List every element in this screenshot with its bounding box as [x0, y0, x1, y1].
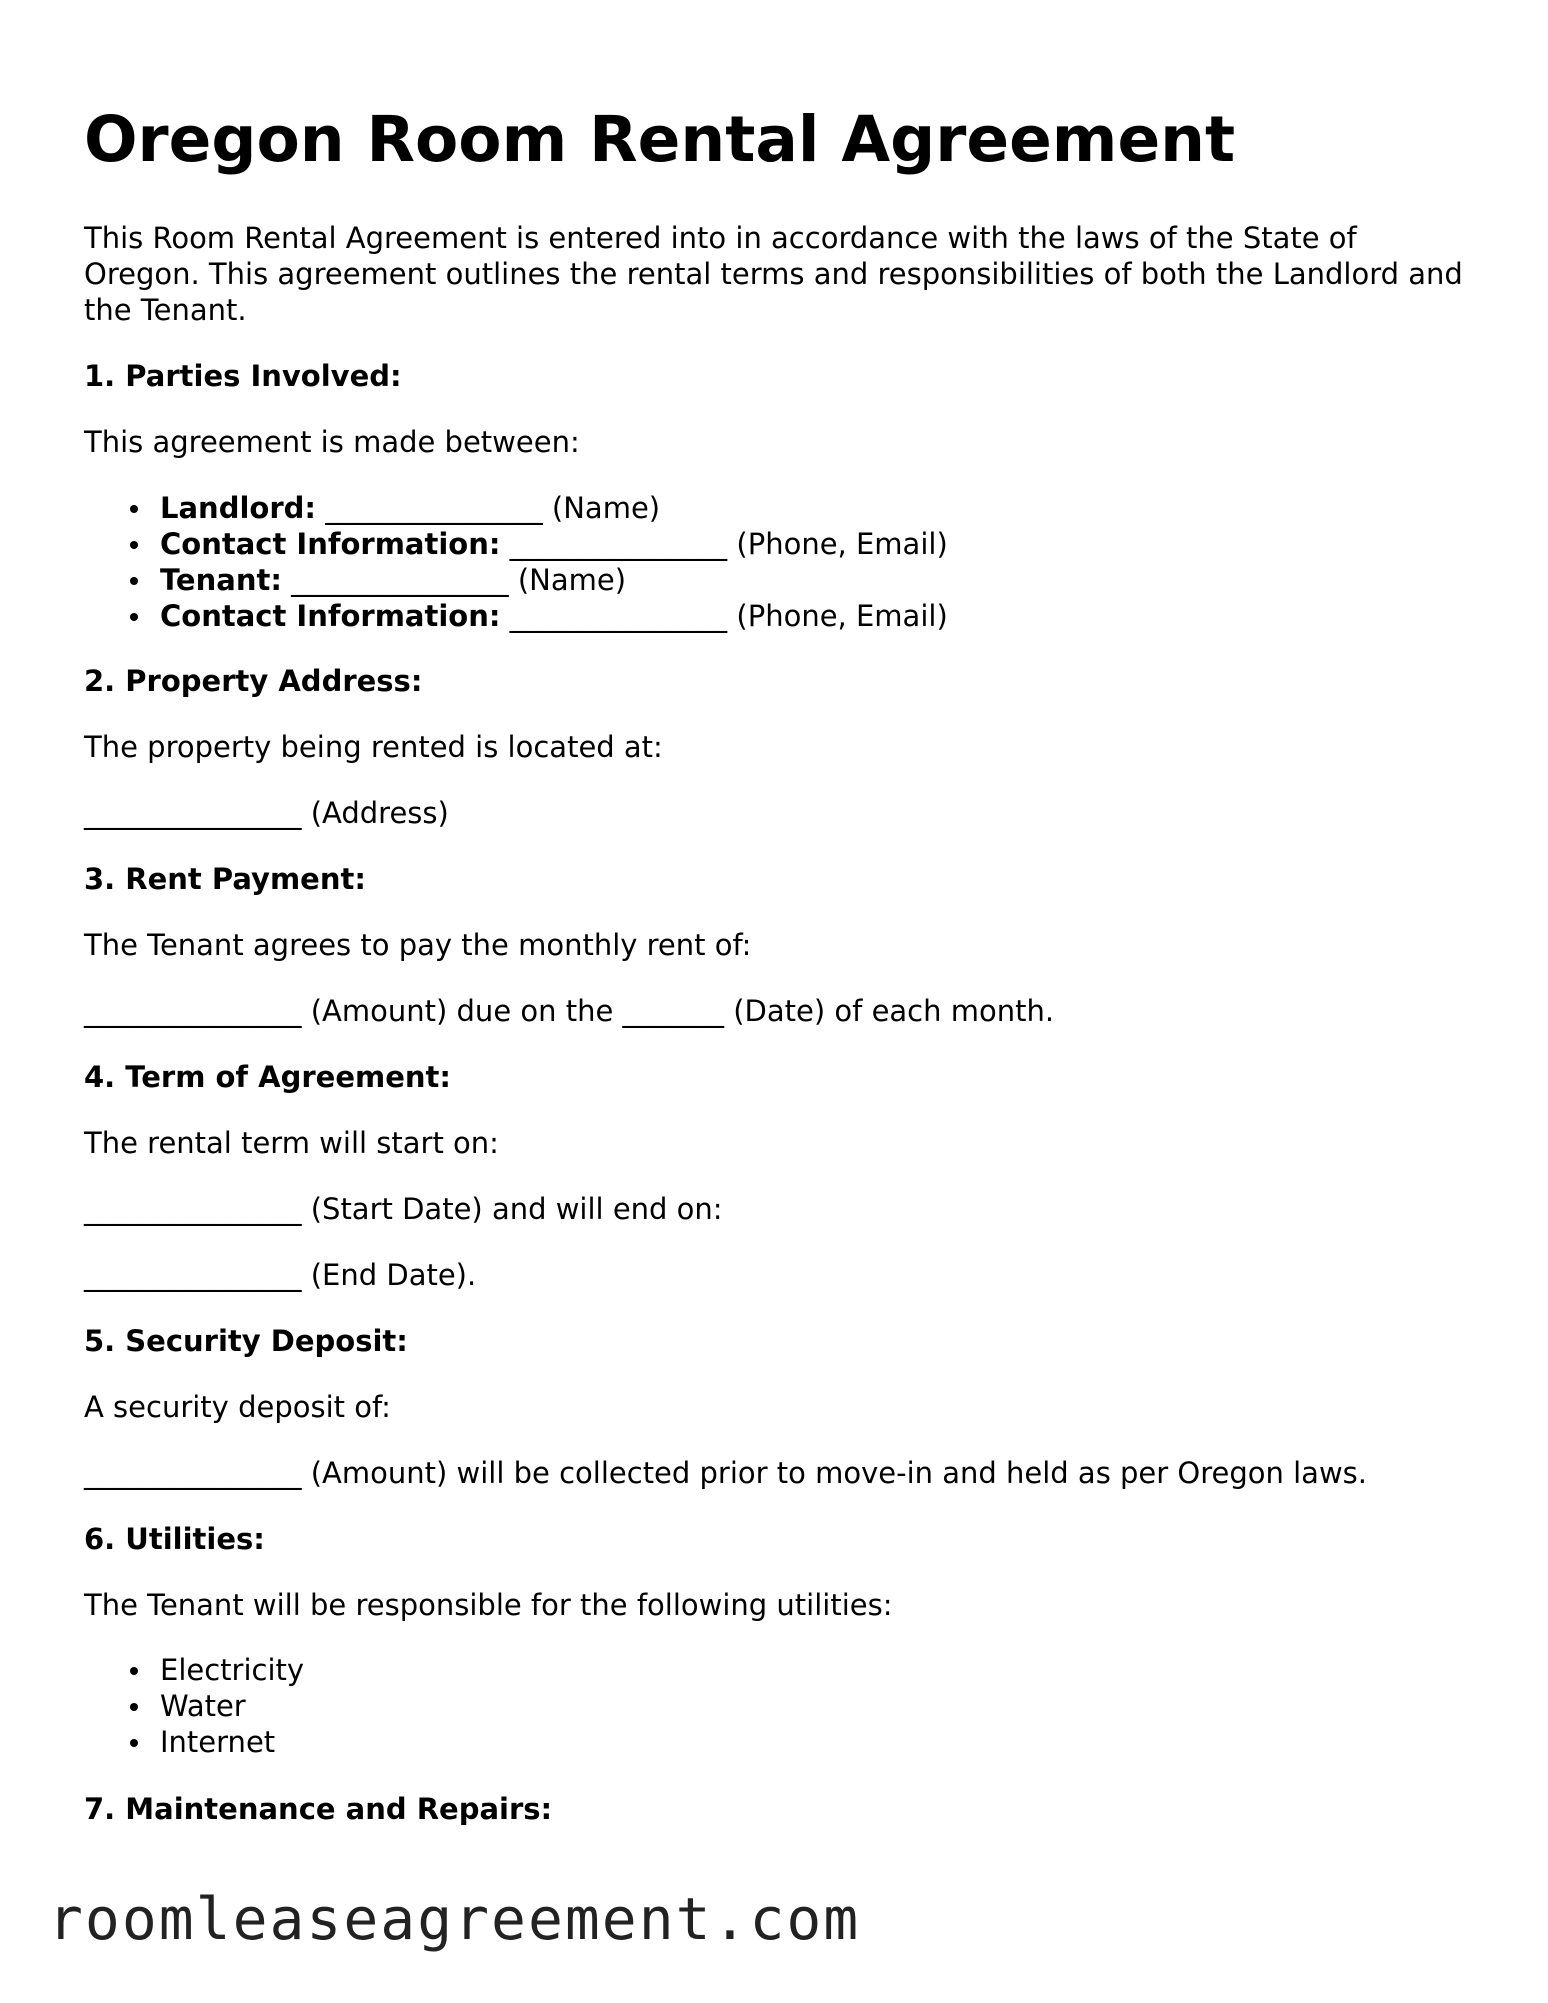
landlord-contact-blank: _______________ (Phone, Email): [500, 527, 948, 561]
landlord-contact-label: Contact Information:: [160, 527, 501, 561]
document-title: Oregon Room Rental Agreement: [84, 103, 1236, 176]
tenant-label: Tenant:: [160, 563, 282, 597]
list-item: [160, 562, 948, 598]
section-1-text: This agreement is made between:: [84, 425, 580, 459]
tenant-contact-blank: _______________ (Phone, Email): [500, 599, 948, 633]
list-item: [160, 490, 948, 526]
parties-list: [84, 490, 948, 634]
list-item: [160, 526, 948, 562]
section-5-heading: 5. Security Deposit:: [84, 1324, 408, 1358]
intro-paragraph: This Room Rental Agreement is entered into in accordance with the laws of the State of Oregon. This agreement outlines the rental terms and responsibilities of both the Landlord and the Tenant.: [84, 221, 1463, 327]
start-date-line: _______________ (Start Date) and will end on:: [84, 1192, 723, 1226]
list-item: Internet: [160, 1724, 304, 1760]
deposit-line: _______________ (Amount) will be collected prior to move-in and held as per Oregon laws.: [84, 1456, 1367, 1490]
section-7-heading: 7. Maintenance and Repairs:: [84, 1792, 553, 1826]
rent-line: _______________ (Amount) due on the _______ (Date) of each month.: [84, 994, 1055, 1028]
section-3-text: The Tenant agrees to pay the monthly rent of:: [84, 928, 752, 962]
utilities-list: [84, 1652, 304, 1760]
list-item: Electricity: [160, 1653, 305, 1687]
tenant-contact-label: Contact Information:: [160, 599, 501, 633]
list-item: Water: [160, 1688, 304, 1724]
end-date-line: _______________ (End Date).: [84, 1258, 477, 1292]
section-2-heading: 2. Property Address:: [84, 664, 423, 698]
watermark-text: roomleaseagreement.com: [48, 1885, 861, 1953]
landlord-blank: _______________ (Name): [315, 491, 661, 525]
tenant-blank: _______________ (Name): [281, 563, 627, 597]
section-6-heading: 6. Utilities:: [84, 1522, 265, 1556]
section-3-heading: 3. Rent Payment:: [84, 862, 366, 896]
section-6-text: The Tenant will be responsible for the following utilities:: [84, 1588, 893, 1622]
section-1-heading: 1. Parties Involved:: [84, 359, 402, 393]
address-line: _______________ (Address): [84, 796, 449, 830]
section-4-text: The rental term will start on:: [84, 1126, 499, 1160]
section-5-text: A security deposit of:: [84, 1390, 391, 1424]
list-item: [160, 598, 948, 634]
section-4-heading: 4. Term of Agreement:: [84, 1060, 451, 1094]
landlord-label: Landlord:: [160, 491, 316, 525]
section-2-text: The property being rented is located at:: [84, 730, 663, 764]
